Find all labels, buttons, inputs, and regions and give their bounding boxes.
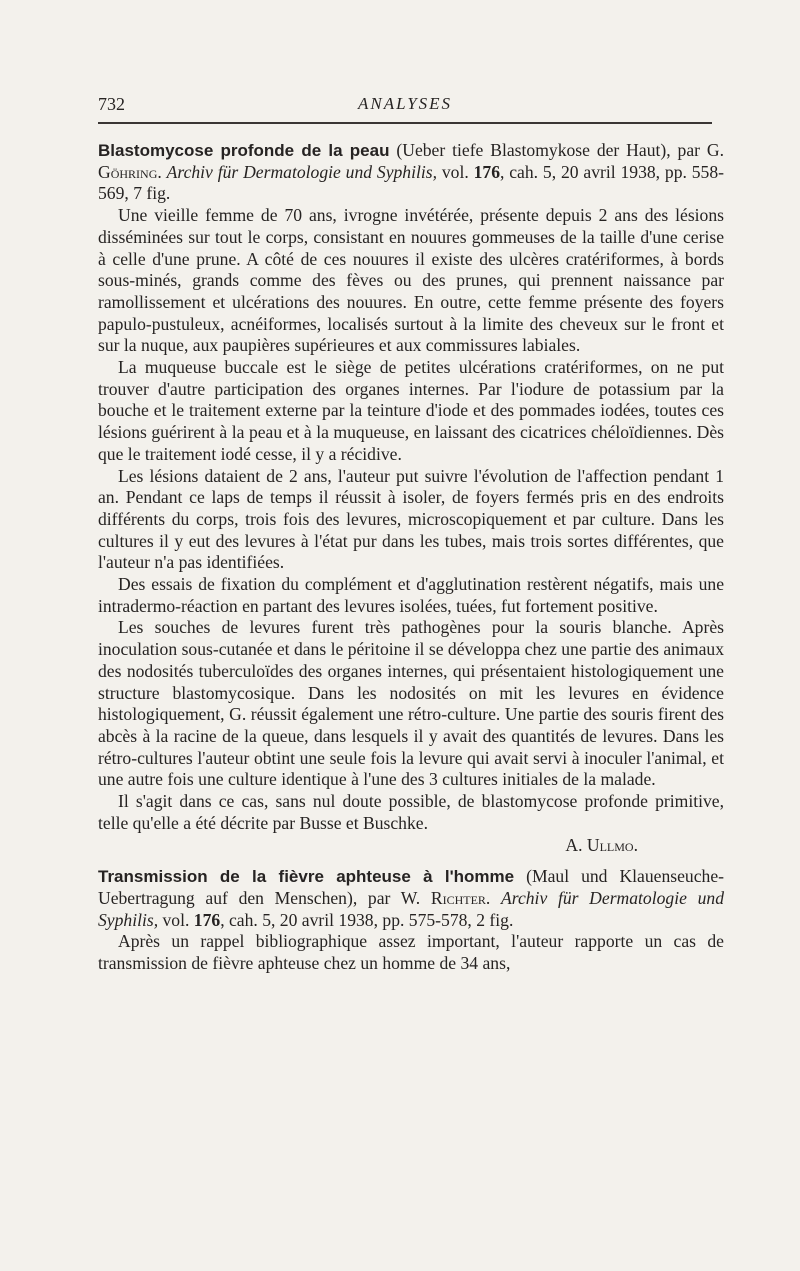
page-body [98, 140, 724, 975]
article-fievre-aphteuse [98, 866, 724, 975]
paragraph: Des essais de fixation du complément et d'agglutination restèrent négatifs, mais une intradermo-réaction en partant des levures isolées, tuées, fut fortement positive. [98, 574, 724, 616]
article-blastomycose [98, 140, 724, 856]
paragraph: Les souches de levures furent très pathogènes pour la souris blanche. Après inoculation sous-cutanée et dans le péritoine il se développa chez une partie des animaux des nodosités tuberculoïdes des organes internes, qui présentaient histologiquement une structure blastomycosique. Dans les nodosités on mit les levures en évidence histologiquement, G. réussit également une rétro-culture. Une partie des souris firent des abcès à la racine de la queue, dans lesquels il y avait des quantités de levures. Dans les rétro-cultures l'auteur obtint une seule fois la levure qui avait servi à inoculer l'animal, et une autre fois une culture identique à l'une des 3 cultures initiales de la malade. [98, 617, 724, 790]
page-header [98, 92, 712, 124]
paragraph: Une vieille femme de 70 ans, ivrogne invétérée, présente depuis 2 ans des lésions disséminées sur tout le corps, consistant en nouures gommeuses de la taille d'une cerise à celle d'une prune. A côté de ces nouures il existe des ulcères cratériformes, à bords sous-minés, grands comme des fèves ou des prunes, qui prennent naissance par ramollissement et ulcérations des nouures. En outre, cette femme présente des foyers papulo-pustuleux, acnéiformes, localisés surtout à la limite des cheveux sur le front et sur la nuque, aux paupières supérieures et aux commissures labiales. [98, 205, 724, 356]
paragraph: Les lésions dataient de 2 ans, l'auteur put suivre l'évolution de l'affection pendant 1 an. Pendant ce laps de temps il réussit à isoler, de foyers fermés pris en des endroits différents du corps, trois fois des levures, microscopiquement et par culture. Dans les cultures il y eut des levures à l'état pur dans les tubes, mais trois sortes différentes, que l'auteur n'a pas identifiées. [98, 465, 724, 573]
article-heading [98, 866, 724, 931]
paragraph: La muqueuse buccale est le siège de petites ulcérations cratériformes, on ne put trouver d'autre participation des organes internes. Par l'iodure de potassium par la bouche et le traitement externe par la teinture d'iode et des pommades iodées, toutes ces lésions guérirent à la peau et à la muqueuse, en laissant des cicatrices chéloïdiennes. Dès que le traitement iodé cesse, il y a récidive. [98, 357, 724, 464]
reference-text: , cah. 5, 20 avril 1938, pp. 558-569, 7 fig. [98, 161, 724, 204]
paragraph: Après un rappel bibliographique assez important, l'auteur rapporte un cas de transmission de fièvre aphteuse chez un homme de 34 ans, [98, 931, 724, 974]
paragraph: Il s'agit dans ce cas, sans nul doute possible, de blastomycose profonde primitive, telle qu'elle a été décrite par Busse et Buschke. [98, 791, 724, 833]
reference-text: . [157, 161, 167, 182]
volume-number: 176 [193, 909, 221, 930]
article-heading [98, 140, 724, 205]
reference-text: vol. [437, 161, 474, 182]
signature: A. Ullmo. [565, 834, 638, 855]
reference-text: (Maul und Klauenseuche-Uebertragung auf den Menschen), par W. [98, 866, 724, 908]
article-title: Transmission de la fièvre aphteuse à l'homme [98, 867, 515, 887]
page-number: 732 [98, 94, 125, 114]
author-name: Göhring [98, 161, 158, 182]
reference-text: vol. [158, 909, 194, 930]
author-name: Richter [430, 887, 486, 908]
article-title: Blastomycose profonde de la peau [98, 141, 390, 160]
journal-name: Archiv für Dermatologie und Syphilis, [98, 887, 724, 930]
reference-text: (Ueber tiefe Blastomykose der Haut), par G. [396, 140, 724, 160]
volume-number: 176 [473, 161, 500, 182]
reference-text: . [485, 887, 502, 908]
reference-text: , cah. 5, 20 avril 1938, pp. 575-578, 2 fig. [220, 909, 514, 930]
journal-name: Archiv für Dermatologie und Syphilis, [166, 161, 438, 182]
running-title: ANALYSES [357, 94, 453, 113]
